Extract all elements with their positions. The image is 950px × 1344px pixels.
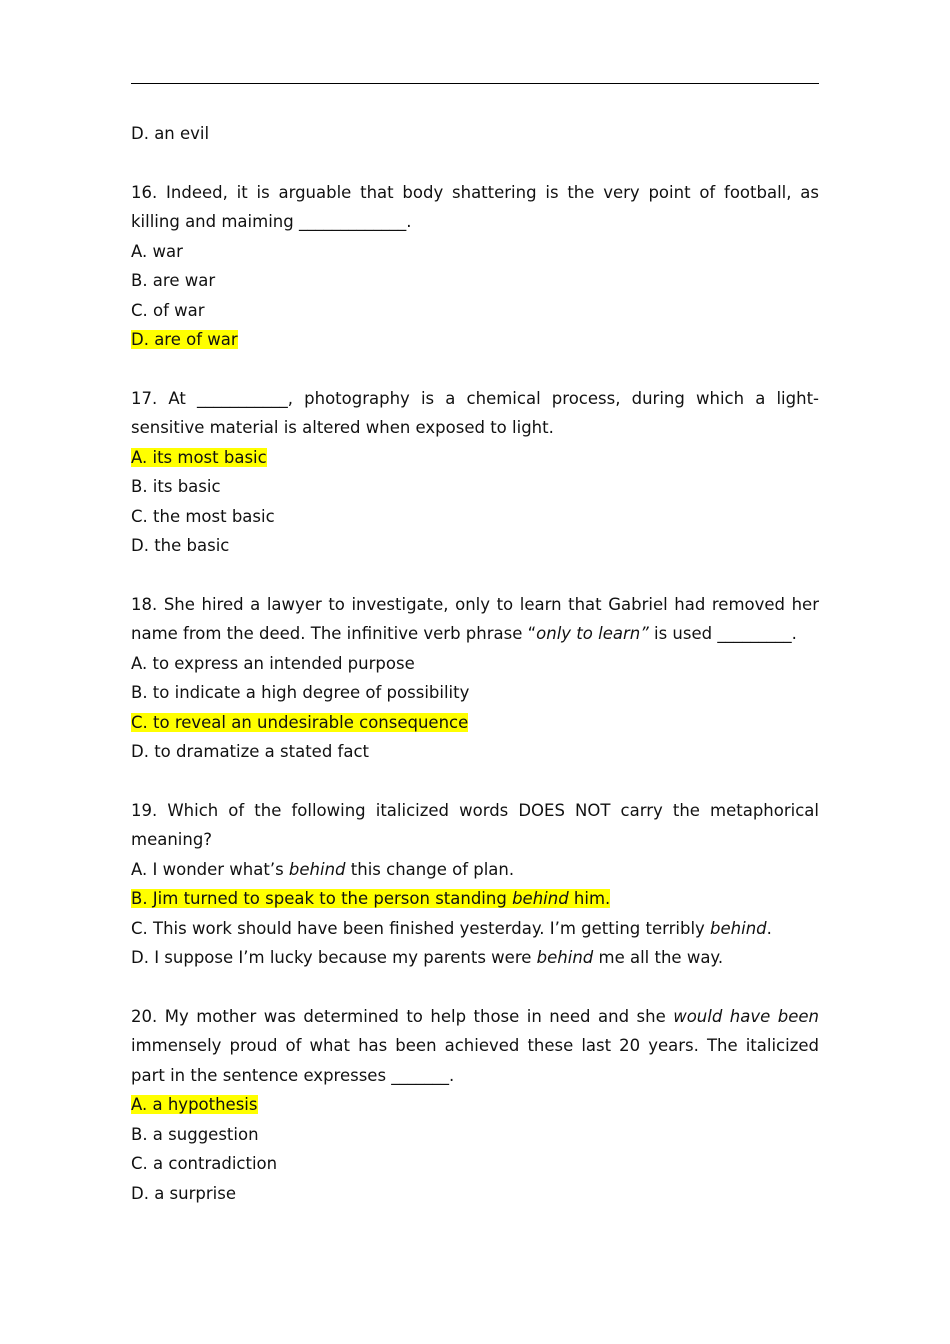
q20-option-a-answer [131,1090,819,1120]
q18-stem: 18. She hired a lawyer to investigate, only to learn that Gabriel had removed her name from the deed. The infinitive verb phrase “only to learn” is used _________. [131,594,819,643]
q20-option-b: B. a suggestion [131,1124,259,1144]
q19-stem: 19. Which of the following italicized words DOES NOT carry the metaphorical meaning? [131,800,819,849]
q17-option-d: D. the basic [131,536,230,555]
q18-option-b: B. to indicate a high degree of possibility [131,683,470,702]
q16-option-a: A. war [131,241,183,261]
q16-option-d-answer [131,325,819,355]
q19-option-b-answer [131,884,819,914]
header-rule [131,83,819,84]
q15-option-d: D. an evil [131,124,210,143]
q19-option-a: A. I wonder what’s behind this change of plan. [131,859,515,879]
answer-highlight: A. a hypothesis [131,1095,258,1114]
q16-option-c: C. of war [131,300,205,320]
answer-highlight: B. Jim turned to speak to the person standing behind him. [131,889,611,908]
q18-option-c-answer [131,708,819,738]
q18-option-a: A. to express an intended purpose [131,653,415,673]
document-body [131,119,819,1208]
q20-option-c: C. a contradiction [131,1154,278,1173]
answer-highlight: C. to reveal an undesirable consequence [131,712,469,732]
q17-stem: 17. At ___________, photography is a chemical process, during which a light-sensitive material is altered when exposed to light. [131,388,819,437]
q16-option-b: B. are war [131,271,216,290]
q19-option-d: D. I suppose I’m lucky because my parents were behind me all the way. [131,948,724,967]
answer-highlight: D. are of war [131,330,238,349]
q20-stem: 20. My mother was determined to help those in need and she would have been immensely proud of what has been achieved these last 20 years. The italicized part in the sentence expresses _______. [131,1006,819,1085]
q17-option-a-answer [131,443,819,473]
q17-option-b: B. its basic [131,477,221,496]
q20-option-d: D. a surprise [131,1183,236,1203]
q16-stem: 16. Indeed, it is arguable that body shattering is the very point of football, as killing and maiming _____________. [131,182,819,231]
q17-option-c: C. the most basic [131,506,275,526]
q19-option-c: C. This work should have been finished yesterday. I’m getting terribly behind. [131,918,772,938]
q18-option-d: D. to dramatize a stated fact [131,742,370,761]
answer-highlight: A. its most basic [131,447,267,467]
